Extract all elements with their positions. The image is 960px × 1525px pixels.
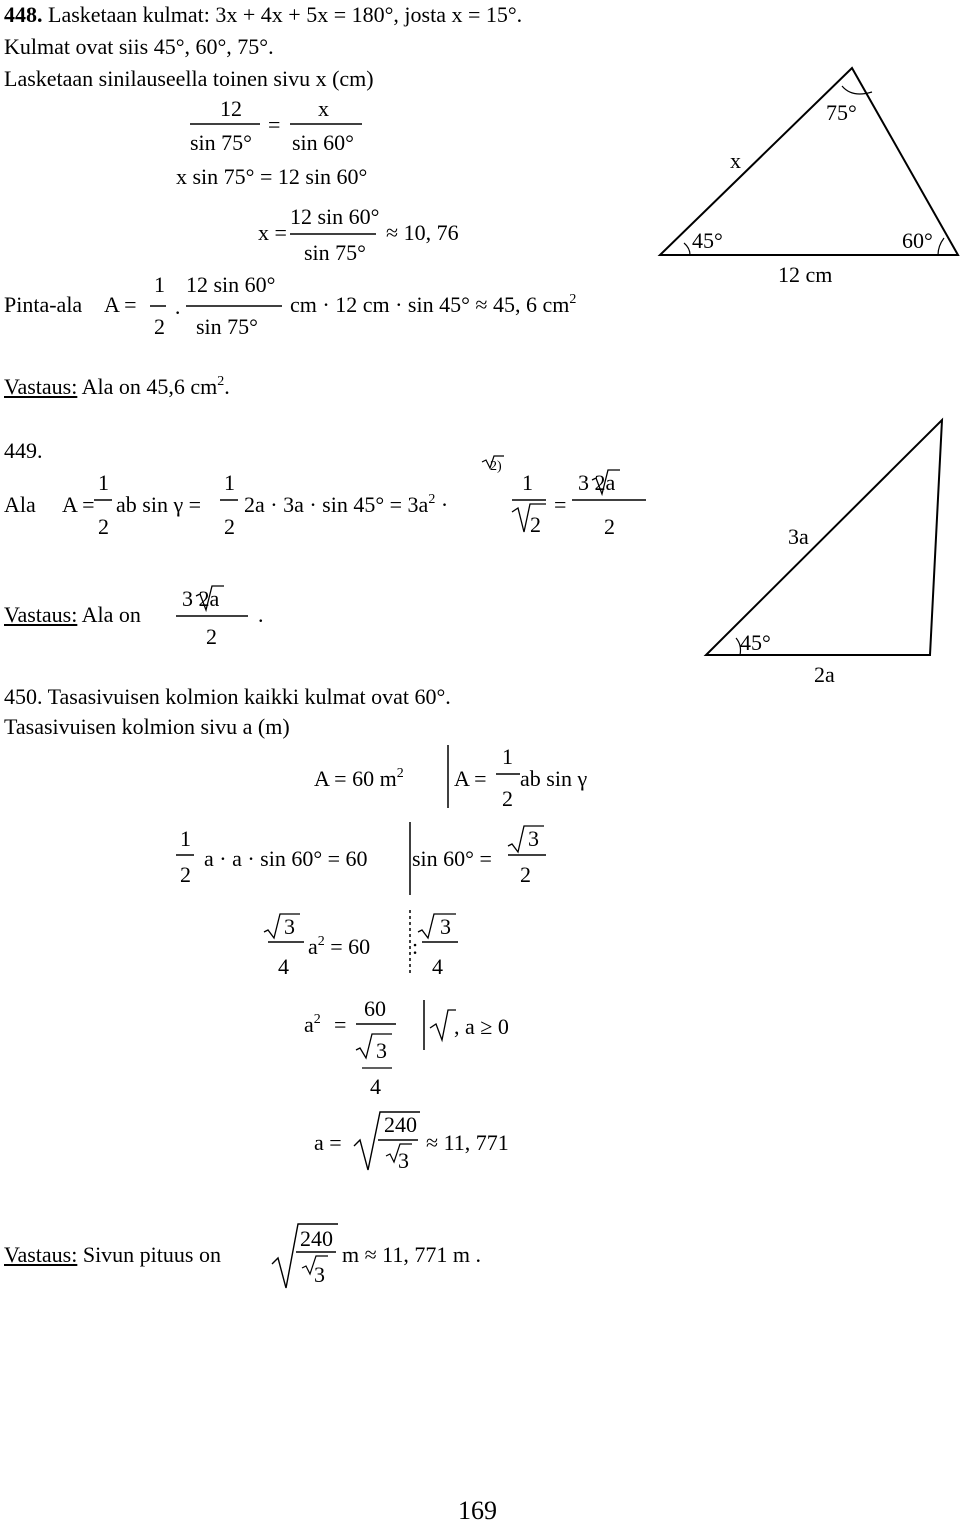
p450-row2-lhs: a · a · sin 60° = 60: [204, 846, 368, 871]
p449-half2-num: 1: [224, 470, 235, 495]
problem-number: 448.: [4, 2, 43, 27]
p449-mark: 2): [490, 459, 502, 474]
p450-row3-side-num: 3: [440, 914, 451, 939]
tri448-side-x: x: [730, 148, 741, 173]
p449-frac3-num: 1: [522, 470, 533, 495]
p450-row3-colon: :: [412, 934, 419, 959]
p450-row4-lhs: $a^2$: [304, 1012, 321, 1037]
p450-row5-lhs: a =: [314, 1130, 342, 1155]
p450-row3-rest: $a^2 = 60$: [308, 934, 371, 959]
problem-450-line1: 450. Tasasivuisen kolmion kaikki kulmat ovat 60°.: [4, 684, 451, 709]
eq2: x sin 75° = 12 sin 60°: [176, 164, 368, 189]
triangle-449: [706, 420, 942, 655]
problem-448-line3: Lasketaan sinilauseella toinen sivu x (cm): [4, 66, 374, 91]
p450-row1-lhs: A = 60 $m^2$: [314, 766, 404, 791]
answer-449-end: .: [258, 602, 264, 627]
answer-450-rest: m ≈ 11, 771 m .: [342, 1242, 481, 1267]
eq3-lhs: x =: [258, 220, 287, 245]
answer-450-num: 240: [300, 1226, 333, 1251]
p450-row1-half-den: 2: [502, 786, 513, 811]
p450-row4-mid: 3: [376, 1038, 387, 1063]
tri449-base-2a: 2a: [814, 662, 835, 687]
p449-half1-den: 2: [98, 514, 109, 539]
tri448-angle-45: 45°: [692, 228, 723, 253]
answer-449-den: 2: [206, 624, 217, 649]
area-fraction-den: sin 75°: [196, 314, 258, 339]
eq3-denominator: sin 75°: [304, 240, 366, 265]
p449-mid: $2a \cdot 3a \cdot \sin 45^\circ = 3a^2$ ·: [244, 492, 449, 517]
p450-row4-side: , a ≥ 0: [454, 1014, 509, 1039]
problem-450-line2: Tasasivuisen kolmion sivu a (m): [4, 714, 290, 739]
problem-449-number: 449.: [4, 438, 43, 463]
p450-row3-frac-den: 4: [278, 954, 289, 979]
p450-row3-side-den: 4: [432, 954, 443, 979]
p450-row2-side: sin 60° =: [412, 846, 492, 871]
p449-frac4-num: 3 2a: [578, 470, 616, 495]
tri449-angle-45: 45°: [740, 630, 771, 655]
p449-half1-num: 1: [98, 470, 109, 495]
mult-dot: ·: [174, 300, 182, 325]
p450-row5-result: ≈ 11, 771: [426, 1130, 509, 1155]
answer-448: Vastaus: Ala on 45,6 $cm^2$.: [4, 374, 230, 399]
tri448-base-12cm: 12 cm: [778, 262, 833, 287]
p450-row4-den: 4: [370, 1074, 381, 1099]
p450-row1-rest: ab sin γ: [520, 766, 588, 791]
p450-row3-frac-num: 3: [284, 914, 295, 939]
p450-row4-num: 60: [364, 996, 386, 1021]
p450-row2-frac-num: 3: [528, 826, 539, 851]
answer-449: Vastaus: Ala on: [4, 602, 141, 627]
p449-ala: Ala: [4, 492, 36, 517]
p450-row2-frac-den: 2: [520, 862, 531, 887]
eq1-numerator-left: 12: [220, 96, 242, 121]
area-result: cm · 12 cm · sin 45° ≈ 45, 6 $cm^2$: [290, 292, 577, 317]
p449-A: A =: [62, 492, 95, 517]
eq1-equals: =: [268, 112, 281, 137]
eq3-result: ≈ 10, 76: [386, 220, 459, 245]
p450-row1-half-num: 1: [502, 744, 513, 769]
problem-448-line1: 448. Lasketaan kulmat: 3x + 4x + 5x = 180°, josta x = 15°.: [4, 2, 523, 27]
area-fraction-num: 12 sin 60°: [186, 272, 276, 297]
area-half-num: 1: [154, 272, 165, 297]
area-A: A =: [104, 292, 137, 317]
answer-450-den: 3: [314, 1262, 325, 1287]
p450-row5-den: 3: [398, 1148, 409, 1173]
eq1-denominator-left: sin 75°: [190, 130, 252, 155]
p449-frac3-den: 2: [530, 512, 541, 537]
page-number: 169: [458, 1496, 497, 1525]
eq1-numerator-right: x: [318, 96, 329, 121]
p450-row4-eq: =: [334, 1012, 347, 1037]
p449-equals: =: [554, 492, 567, 517]
tri448-angle-60: 60°: [902, 228, 933, 253]
triangle-448: [660, 68, 958, 255]
p450-row2-half-den: 2: [180, 862, 191, 887]
area-half-den: 2: [154, 314, 165, 339]
p449-frac4-den: 2: [604, 514, 615, 539]
p450-row5-num: 240: [384, 1112, 417, 1137]
eq1-denominator-right: sin 60°: [292, 130, 354, 155]
p449-absin: ab sin γ =: [116, 492, 202, 517]
p449-half2-den: 2: [224, 514, 235, 539]
answer-449-num: 3 2a: [182, 586, 220, 611]
area-label: Pinta-ala: [4, 292, 83, 317]
p450-row2-half-num: 1: [180, 826, 191, 851]
tri448-angle-75: 75°: [826, 100, 857, 125]
eq3-numerator: 12 sin 60°: [290, 204, 380, 229]
tri449-side-3a: 3a: [788, 524, 809, 549]
answer-450: Vastaus: Sivun pituus on: [4, 1242, 221, 1267]
p450-row1-A: A =: [454, 766, 487, 791]
problem-448-line2: Kulmat ovat siis 45°, 60°, 75°.: [4, 34, 274, 59]
